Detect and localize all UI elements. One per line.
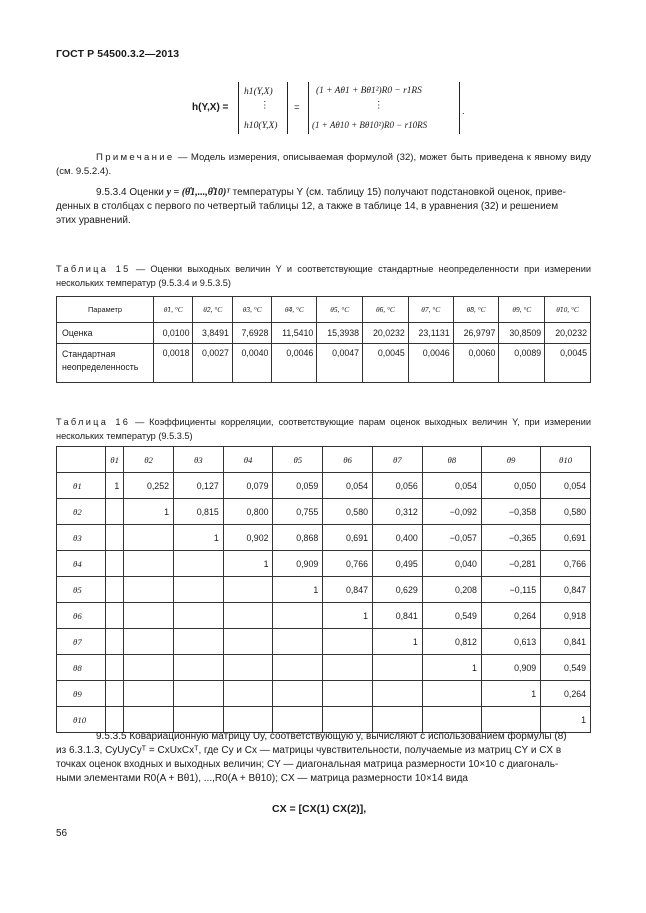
table-cell: [323, 681, 373, 707]
header-theta5: θ̂5, °C: [317, 297, 363, 323]
vector-top: h1(Y,X): [244, 86, 273, 97]
table-cell: [124, 681, 174, 707]
table-cell: 0,0045: [545, 344, 591, 383]
rhs-top: (1 + Aθ1 + Bθ1²)R0 − r1RS: [316, 86, 422, 96]
table-cell: 0,691: [541, 525, 591, 551]
header-theta7: θ7: [372, 447, 422, 473]
paragraph-9535-line-4: ными элементами R0(A + Bθ1), ...,R0(A + Bθ10); CX — матрица размерности 10×14 вида: [56, 773, 468, 784]
note-label: Примечание: [96, 152, 175, 163]
table-cell: [372, 681, 422, 707]
note-text: — Модель измерения, описываемая формулой (32), может быть приведена к явному виду (см. 9.5.2.4).: [56, 152, 591, 177]
table-cell: 0,755: [273, 499, 323, 525]
table-cell: 0,580: [541, 499, 591, 525]
table-cell: [323, 707, 373, 733]
table-cell: 1: [372, 629, 422, 655]
table-cell: [106, 681, 124, 707]
table-cell: 0,766: [323, 551, 373, 577]
table-cell: [372, 707, 422, 733]
table-cell: 0,580: [323, 499, 373, 525]
table-cell: 20,0232: [363, 323, 409, 344]
table-cell: [273, 681, 323, 707]
table16-row: [57, 655, 591, 681]
table-cell: [223, 603, 273, 629]
table16-row: [57, 551, 591, 577]
table-cell: 0,868: [273, 525, 323, 551]
row-label: θ10: [57, 707, 106, 733]
table-cell: [106, 499, 124, 525]
table-cell: [124, 551, 174, 577]
table-cell: 0,0018: [154, 344, 193, 383]
rhs-bottom: (1 + Aθ10 + Bθ10²)R0 − r10RS: [312, 120, 428, 130]
table-cell: [173, 655, 223, 681]
table-cell: 7,6928: [232, 323, 271, 344]
row-label: θ6: [57, 603, 106, 629]
paragraph-9534: [56, 186, 591, 228]
table-cell: 1: [273, 577, 323, 603]
header-theta4: θ4: [223, 447, 273, 473]
table-cell: [124, 603, 174, 629]
table-cell: 1: [541, 707, 591, 733]
row-label: θ1: [57, 473, 106, 499]
table-cell: [323, 655, 373, 681]
corner-cell: [57, 447, 106, 473]
table-cell: 0,909: [273, 551, 323, 577]
table-cell: 0,127: [173, 473, 223, 499]
header-theta6: θ6: [323, 447, 373, 473]
table16-header-row: [57, 447, 591, 473]
header-theta8: θ̂8, °C: [453, 297, 499, 323]
table-cell: 0,054: [323, 473, 373, 499]
header-theta9: θ9: [481, 447, 540, 473]
header-theta10: θ10: [541, 447, 591, 473]
paragraph-line-1: температуры Y (см. таблицу 15) получают подстановкой оценок, приве-: [229, 187, 566, 198]
table-cell: 1: [323, 603, 373, 629]
table-cell: [106, 525, 124, 551]
header-theta6: θ̂6, °C: [363, 297, 409, 323]
table-cell: [223, 577, 273, 603]
table-cell: 0,0046: [272, 344, 317, 383]
table-cell: 0,766: [541, 551, 591, 577]
table-cell: [106, 707, 124, 733]
table-cell: 26,9797: [453, 323, 499, 344]
table-cell: 0,549: [422, 603, 481, 629]
table-cell: 1: [422, 655, 481, 681]
table-cell: 0,0045: [363, 344, 409, 383]
table16-row: [57, 629, 591, 655]
estimate-formula: y = (θ̂1,...,θ̂10)ᵀ: [166, 187, 230, 198]
table15-caption-text: — Оценки выходных величин Y и соответствующие стандартные неопределенности при измерении нескольких температур (9.5.3.4 и 9.5.3.5): [56, 264, 591, 288]
table-cell: [173, 551, 223, 577]
table-cell: [124, 629, 174, 655]
table-cell: 3,8491: [193, 323, 232, 344]
table-cell: 0,629: [372, 577, 422, 603]
table-cell: −0,281: [481, 551, 540, 577]
table-cell: 20,0232: [545, 323, 591, 344]
table-cell: [106, 655, 124, 681]
header-theta2: θ̂2, °C: [193, 297, 232, 323]
table-cell: 11,5410: [272, 323, 317, 344]
table-cell: −0,092: [422, 499, 481, 525]
table-cell: [422, 707, 481, 733]
table-cell: 30,8509: [499, 323, 545, 344]
table-cell: [173, 603, 223, 629]
table-cell: 0,841: [541, 629, 591, 655]
table16-row: [57, 603, 591, 629]
table-cell: [124, 525, 174, 551]
table-cell: 0,054: [541, 473, 591, 499]
paragraph-9535: [56, 730, 591, 786]
row-label: θ4: [57, 551, 106, 577]
table-cell: [223, 655, 273, 681]
table15-row-estimate: [57, 323, 591, 344]
table-cell: 0,059: [273, 473, 323, 499]
table-cell: [273, 707, 323, 733]
equation-cx: CX = [CX(1) CX(2)],: [272, 803, 367, 815]
table-cell: [106, 551, 124, 577]
table-cell: 0,691: [323, 525, 373, 551]
vector-dots: ⋮: [260, 100, 270, 111]
equals-sign: =: [294, 102, 300, 113]
table-cell: −0,358: [481, 499, 540, 525]
table16-row: [57, 499, 591, 525]
table-cell: 0,208: [422, 577, 481, 603]
table-cell: 0,909: [481, 655, 540, 681]
table-cell: 0,812: [422, 629, 481, 655]
equation-h: [192, 80, 472, 138]
table-cell: 0,800: [223, 499, 273, 525]
table-cell: 0,252: [124, 473, 174, 499]
row-label: θ2: [57, 499, 106, 525]
table-cell: 0,0060: [453, 344, 499, 383]
paragraph-9535-line-1: 9.5.3.5 Ковариационную матрицу Uy, соответствующую y, вычисляют с использованием формулы (8): [96, 731, 567, 742]
table-cell: 0,079: [223, 473, 273, 499]
param-header: Параметр: [57, 297, 154, 323]
paragraph-number: 9.5.3.4 Оценки: [96, 187, 164, 198]
table-cell: 0,0040: [232, 344, 271, 383]
table-cell: 0,0089: [499, 344, 545, 383]
table-cell: [273, 629, 323, 655]
paragraph-9535-line-3: точках оценок входных и выходных величин; CY — диагональная матрица размерности 10×10 с диагональ-: [56, 759, 559, 770]
header-theta1: θ̂1, °C: [154, 297, 193, 323]
table-cell: 1: [124, 499, 174, 525]
table15-row-uncertainty: [57, 344, 591, 383]
table-16: [56, 446, 591, 733]
table16-row: [57, 707, 591, 733]
table-cell: 0,0027: [193, 344, 232, 383]
paragraph-line-2: денных в столбцах с первого по четвертый таблицы 12, а также в таблице 14, в уравнения (32) и решением: [56, 201, 559, 212]
table16-caption-label: Таблица 16: [56, 417, 131, 427]
table-cell: 0,902: [223, 525, 273, 551]
table-cell: 1: [106, 473, 124, 499]
table-cell: [422, 681, 481, 707]
page-number: 56: [56, 828, 68, 839]
table-cell: [372, 655, 422, 681]
row-label: θ8: [57, 655, 106, 681]
document-header: ГОСТ Р 54500.3.2—2013: [56, 48, 180, 60]
table15-caption-label: Таблица 15: [56, 264, 131, 274]
row-label: θ9: [57, 681, 106, 707]
table-cell: 0,050: [481, 473, 540, 499]
table-cell: 0,0046: [408, 344, 453, 383]
table16-row: [57, 525, 591, 551]
table-cell: [106, 577, 124, 603]
row-label: θ3: [57, 525, 106, 551]
table-cell: [273, 603, 323, 629]
row-label: θ7: [57, 629, 106, 655]
vector-bottom: h10(Y,X): [244, 120, 278, 131]
paragraph-9535-line-2: из 6.3.1.3, CyUyCyᵀ = CxUxCxᵀ, где Cy и Cx — матрицы чувствительности, получаемые из матриц CY и CX в: [56, 745, 562, 756]
table-cell: 1: [223, 551, 273, 577]
table16-row: [57, 473, 591, 499]
table-15: [56, 296, 591, 383]
table-cell: 0,847: [323, 577, 373, 603]
table-cell: [124, 577, 174, 603]
table-cell: 0,841: [372, 603, 422, 629]
table-cell: 1: [173, 525, 223, 551]
table-cell: −0,057: [422, 525, 481, 551]
header-theta10: θ̂10, °C: [545, 297, 591, 323]
table-cell: [124, 707, 174, 733]
table-cell: 1: [481, 681, 540, 707]
table16-caption: [56, 415, 591, 443]
table-cell: 0,918: [541, 603, 591, 629]
table-cell: −0,365: [481, 525, 540, 551]
table-cell: [223, 629, 273, 655]
table-cell: [173, 629, 223, 655]
header-theta1: θ1: [106, 447, 124, 473]
table-cell: 0,0047: [317, 344, 363, 383]
header-theta4: θ̂4, °C: [272, 297, 317, 323]
table-cell: [124, 655, 174, 681]
table-cell: 0,815: [173, 499, 223, 525]
table-cell: 0,847: [541, 577, 591, 603]
header-theta8: θ8: [422, 447, 481, 473]
header-theta3: θ3: [173, 447, 223, 473]
rhs-dots: ⋮: [374, 100, 384, 111]
row-label-estimate: Оценка: [57, 323, 154, 344]
header-theta7: θ̂7, °C: [408, 297, 453, 323]
table15-caption: [56, 262, 591, 290]
table16-row: [57, 681, 591, 707]
table-cell: [106, 603, 124, 629]
equation-end: .: [462, 106, 465, 117]
table-cell: 0,264: [541, 681, 591, 707]
table-cell: [106, 629, 124, 655]
table-cell: 0,495: [372, 551, 422, 577]
header-theta9: θ̂9, °C: [499, 297, 545, 323]
table-cell: −0,115: [481, 577, 540, 603]
table-cell: [223, 681, 273, 707]
table-cell: [273, 655, 323, 681]
table-cell: 0,400: [372, 525, 422, 551]
note-paragraph: [56, 151, 591, 179]
table-cell: [173, 681, 223, 707]
table-cell: 0,040: [422, 551, 481, 577]
table-cell: [173, 707, 223, 733]
header-theta3: θ̂3, °C: [232, 297, 271, 323]
table-cell: 0,056: [372, 473, 422, 499]
paragraph-line-3: этих уравнений.: [56, 215, 131, 226]
table16-row: [57, 577, 591, 603]
table-cell: 0,0100: [154, 323, 193, 344]
equation-lhs: h(Y,X) =: [192, 102, 229, 113]
table-cell: [223, 707, 273, 733]
header-theta5: θ5: [273, 447, 323, 473]
table-cell: [323, 629, 373, 655]
table-cell: [173, 577, 223, 603]
row-label-uncertainty: Стандартная неопределенность: [57, 344, 154, 383]
table-cell: 15,3938: [317, 323, 363, 344]
table-cell: 0,312: [372, 499, 422, 525]
row-label: θ5: [57, 577, 106, 603]
table-cell: 0,054: [422, 473, 481, 499]
table-cell: 0,549: [541, 655, 591, 681]
table16-caption-text: — Коэффициенты корреляции, соответствующие парам оценок выходных величин Y, при измерении нескольких температур (9.5.3.5): [56, 417, 592, 441]
table15-header-row: [57, 297, 591, 323]
table-cell: 23,1131: [408, 323, 453, 344]
header-theta2: θ2: [124, 447, 174, 473]
table-cell: 0,264: [481, 603, 540, 629]
table-cell: 0,613: [481, 629, 540, 655]
table-cell: [481, 707, 540, 733]
